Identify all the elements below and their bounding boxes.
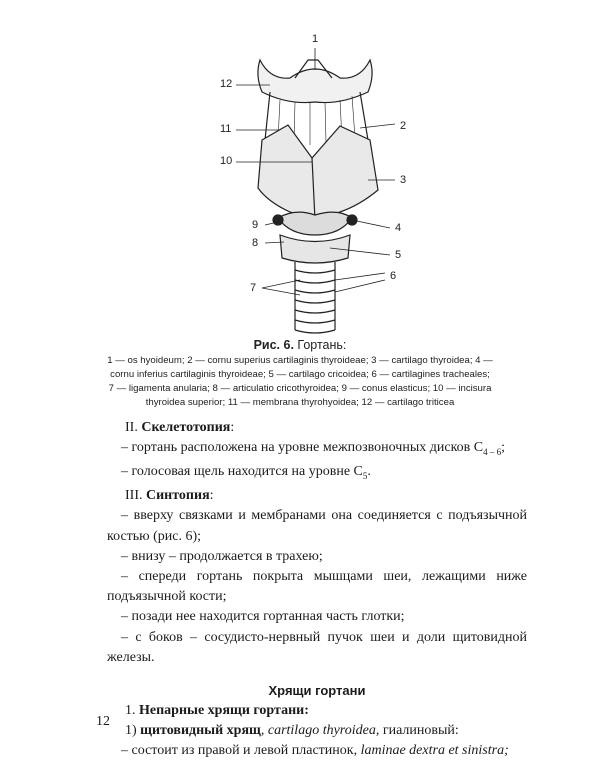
fig-label-5: 5 — [395, 249, 402, 261]
section-skeletotopy-heading: II. Скелетотопия: — [125, 420, 235, 435]
fig-label-12: 12 — [220, 78, 233, 90]
caption-line-1: 1 — os hyoideum; 2 — cornu superius cartilaginis thyroideae; 3 — cartilago thyroidea; 4 — — [107, 355, 493, 366]
fig-label-6: 6 — [390, 270, 397, 282]
list-item: – вверху связками и мембранами она соединяется с подъязычной костью (рис. 6); — [107, 508, 527, 544]
larynx-figure — [200, 30, 430, 340]
section-syntopy-heading: III. Синтопия: — [125, 488, 214, 504]
caption-line-4: thyroidea superior; 11 — membrana thyrohyoidea; 12 — cartilago triticea — [145, 397, 455, 408]
fig-label-7: 7 — [250, 282, 257, 294]
fig-label-8: 8 — [252, 237, 259, 249]
section-title: Скелетотопия — [141, 420, 231, 435]
section-title: Синтопия — [146, 488, 210, 504]
fig-label-11: 11 — [220, 123, 232, 135]
fig-label-4: 4 — [395, 222, 402, 234]
figure-caption — [90, 336, 510, 410]
fig-label-3: 3 — [400, 174, 407, 186]
list-item: – голосовая щель находится на уровне $C_5$. — [121, 464, 371, 481]
body-text — [107, 418, 527, 762]
larynx-illustration — [200, 30, 430, 340]
cartilage-item: 1) щитовидный хрящ, cartilago thyroidea, гиалиновый: — [125, 723, 459, 739]
fig-label-2: 2 — [400, 120, 407, 132]
page-number: 12 — [96, 714, 110, 729]
fig-label-10: 10 — [220, 155, 233, 167]
chapter-heading: Хрящи гортани — [268, 683, 366, 699]
list-item: – внизу – продолжается в трахею; — [121, 548, 323, 564]
caption-title-number: Рис. 6. — [253, 338, 294, 352]
list-item: – с боков – сосудисто-нервный пучок шеи и доли щитовидной железы. — [107, 629, 527, 665]
list-item: – спереди гортань покрыта мышцами шеи, лежащими ниже подъязычной кости; — [107, 569, 527, 605]
list-item: – позади нее находится гортанная часть глотки; — [121, 609, 405, 625]
list-item: – гортань расположена на уровне межпозвоночных дисков $C_{4 - 6}$; — [121, 440, 506, 457]
caption-title — [90, 336, 510, 354]
list-item: – состоит из правой и левой пластинок, laminae dextra et sinistra; — [121, 743, 509, 759]
fig-label-9: 9 — [252, 219, 259, 231]
subsection-heading: 1. Непарные хрящи гортани: — [125, 703, 309, 719]
fig-label-1: 1 — [312, 33, 319, 45]
caption-line-3: 7 — ligamenta anularia; 8 — articulatio cricothyroidea; 9 — conus elasticus; 10 — incisura — [108, 383, 492, 394]
caption-title-text: Гортань: — [293, 338, 347, 352]
caption-line-2: cornu inferius cartilaginis thyroideae; 5 — cartilago cricoidea; 6 — cartilagines tracheales; — [110, 369, 490, 380]
